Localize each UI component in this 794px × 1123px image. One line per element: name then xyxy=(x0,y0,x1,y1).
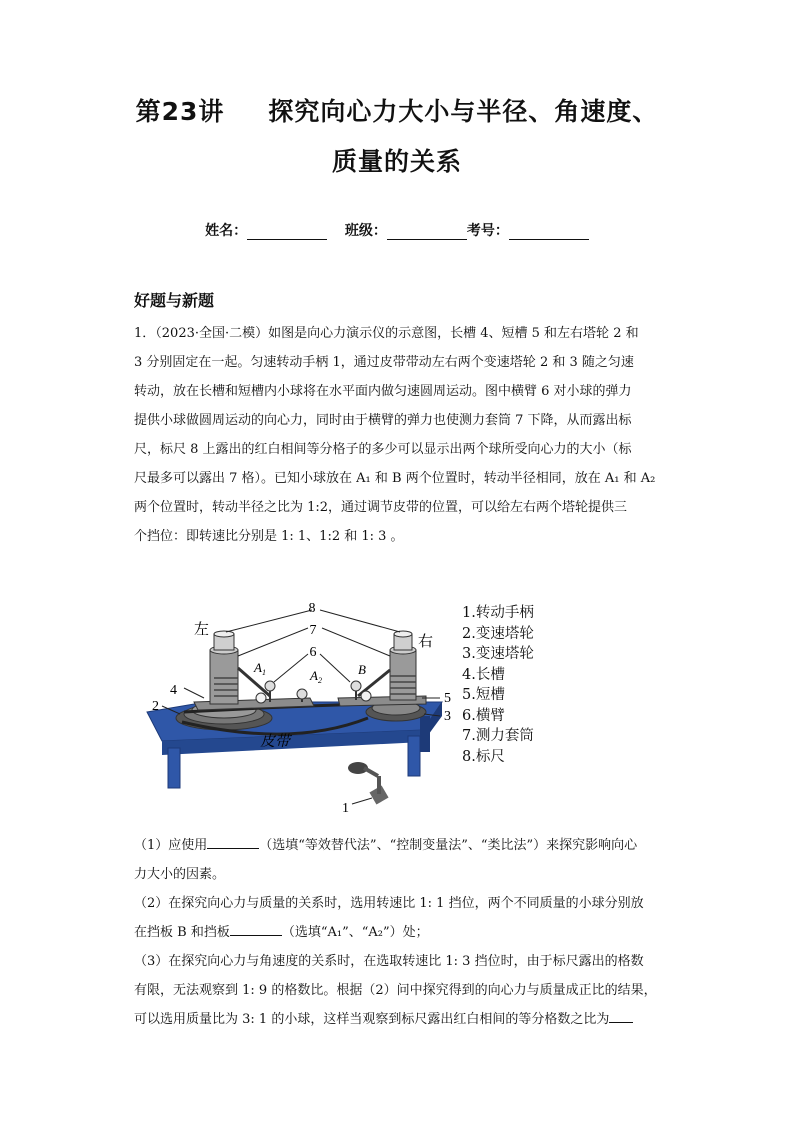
subquestions xyxy=(134,831,662,1034)
label-7: 7 xyxy=(309,623,317,638)
handle-arm xyxy=(364,768,378,776)
label-right: 右 xyxy=(418,632,434,650)
class-label: 班级： xyxy=(344,223,387,239)
exam-label: 考号： xyxy=(466,223,509,239)
question-line: 1．（2023·全国·二模）如图是向心力演示仪的示意图，长槽 4、短槽 5 和左右塔轮 2 和 xyxy=(134,326,639,341)
base-leg xyxy=(408,736,420,776)
legend-item: 5.短槽 xyxy=(462,687,505,703)
subquestion-1-text: （1）应使用 xyxy=(134,838,208,853)
label-b: B xyxy=(358,662,366,677)
answer-blank-2[interactable] xyxy=(230,921,282,936)
section-heading: 好题与新题 xyxy=(134,291,215,310)
baffle-b xyxy=(351,681,361,691)
label-4: 4 xyxy=(170,683,177,698)
baffle-a1 xyxy=(265,681,275,691)
legend-item: 1.转动手柄 xyxy=(462,605,534,621)
leader-8 xyxy=(226,610,312,632)
leader-7 xyxy=(322,628,390,656)
legend-item: 3.变速塔轮 xyxy=(462,646,534,662)
legend-item: 4.长槽 xyxy=(462,666,505,683)
subquestion-2: （2）在探究向心力与质量的关系时，选用转速比 1: 1 挡位，两个不同质量的小球分别放 xyxy=(134,896,644,911)
subquestion-3-text: 可以选用质量比为 3: 1 的小球，这样当观察到标尺露出红白相间的等分格数之比为 xyxy=(134,1012,610,1027)
lesson-title-text: 探究向心力大小与半径、角速度、 xyxy=(268,97,659,126)
leader-1 xyxy=(352,798,372,804)
question-line: 提供小球做圆周运动的向心力，同时由于横臂的弹力也使测力套筒 7 下降，从而露出标 xyxy=(134,413,632,428)
right-column xyxy=(390,650,416,700)
baffle-a2 xyxy=(297,689,307,699)
base-leg xyxy=(420,716,430,752)
subquestion-2-text: 在挡板 B 和挡板 xyxy=(134,925,230,940)
leader-7 xyxy=(238,628,308,656)
lesson-title-line2: 质量的关系 xyxy=(331,147,462,176)
question-line: 尺最多可以露出 7 格）。已知小球放在 A₁ 和 B 两个位置时，转动半径相同，放在 A₁ 和 A₂ xyxy=(134,471,656,486)
lesson-title-line1 xyxy=(0,92,794,128)
class-field[interactable] xyxy=(387,223,467,240)
label-1: 1 xyxy=(342,801,349,816)
base-leg xyxy=(168,748,180,788)
leader-8 xyxy=(320,610,400,632)
subquestion-1-text-2: （选填“等效替代法”、“控制变量法”、“类比法”）来探究影响向心 xyxy=(259,838,638,853)
lesson-number: 第23讲 xyxy=(135,97,225,126)
label-a1: $A_1$ xyxy=(254,660,266,677)
ball-left xyxy=(256,693,266,703)
subquestion-1-cont: 力大小的因素。 xyxy=(134,867,226,882)
name-label: 姓名： xyxy=(205,223,248,239)
question-line: 两个位置时，转动半径之比为 1:2，通过调节皮带的位置，可以给左右两个塔轮提供三 xyxy=(134,500,628,515)
question-line: 尺，标尺 8 上露出的红白相间等分格子的多少可以显示出两个球所受向心力的大小（标 xyxy=(134,442,632,457)
subquestion-3-cont xyxy=(134,1005,662,1034)
name-field[interactable] xyxy=(247,223,327,240)
student-info-row xyxy=(0,220,794,240)
label-left: 左 xyxy=(194,620,210,638)
question-line: 个挡位：即转速比分别是 1: 1、1:2 和 1: 3 。 xyxy=(134,529,404,544)
label-5: 5 xyxy=(444,691,451,706)
legend-item: 8.标尺 xyxy=(462,748,505,765)
legend-item: 6.横臂 xyxy=(462,707,505,724)
right-ruler-top xyxy=(394,631,412,637)
label-2: 2 xyxy=(152,699,159,714)
question-line: 转动，放在长槽和短槽内小球将在水平面内做匀速圆周运动。图中横臂 6 对小球的弹力 xyxy=(134,384,632,399)
label-3: 3 xyxy=(444,709,451,724)
figure-legend xyxy=(462,603,534,767)
label-8: 8 xyxy=(308,601,316,616)
centripetal-apparatus-figure xyxy=(142,598,454,820)
subquestion-2-text-2: （选填“A₁”、“A₂”）处； xyxy=(281,925,429,940)
label-belt: 皮带 xyxy=(260,732,291,750)
answer-blank-3[interactable] xyxy=(609,1008,633,1023)
ball-right xyxy=(361,691,371,701)
legend-item: 7.测力套筒 xyxy=(462,728,534,744)
leader-6 xyxy=(320,654,350,682)
subquestion-3: （3）在探究向心力与角速度的关系时，在选取转速比 1: 3 挡位时，由于标尺露出的格数 xyxy=(134,954,644,969)
label-a2: $A_2$ xyxy=(310,668,322,685)
leader-6 xyxy=(274,654,308,682)
leader-4 xyxy=(184,688,204,698)
left-ruler-top xyxy=(214,631,234,637)
question-1-text xyxy=(134,319,662,551)
subquestion-3-cont: 有限，无法观察到 1: 9 的格数比。根据（2）问中探究得到的向心力与质量成正比的结果， xyxy=(134,983,657,998)
label-6: 6 xyxy=(309,645,317,660)
subquestion-2-cont xyxy=(134,918,662,947)
answer-blank-1[interactable] xyxy=(207,834,259,849)
legend-item: 2.变速塔轮 xyxy=(462,625,534,642)
subquestion-1 xyxy=(134,831,662,860)
question-line: 3 分别固定在一起。匀速转动手柄 1，通过皮带带动左右两个变速塔轮 2 和 3 随之匀速 xyxy=(134,355,634,370)
exam-number-field[interactable] xyxy=(509,223,589,240)
